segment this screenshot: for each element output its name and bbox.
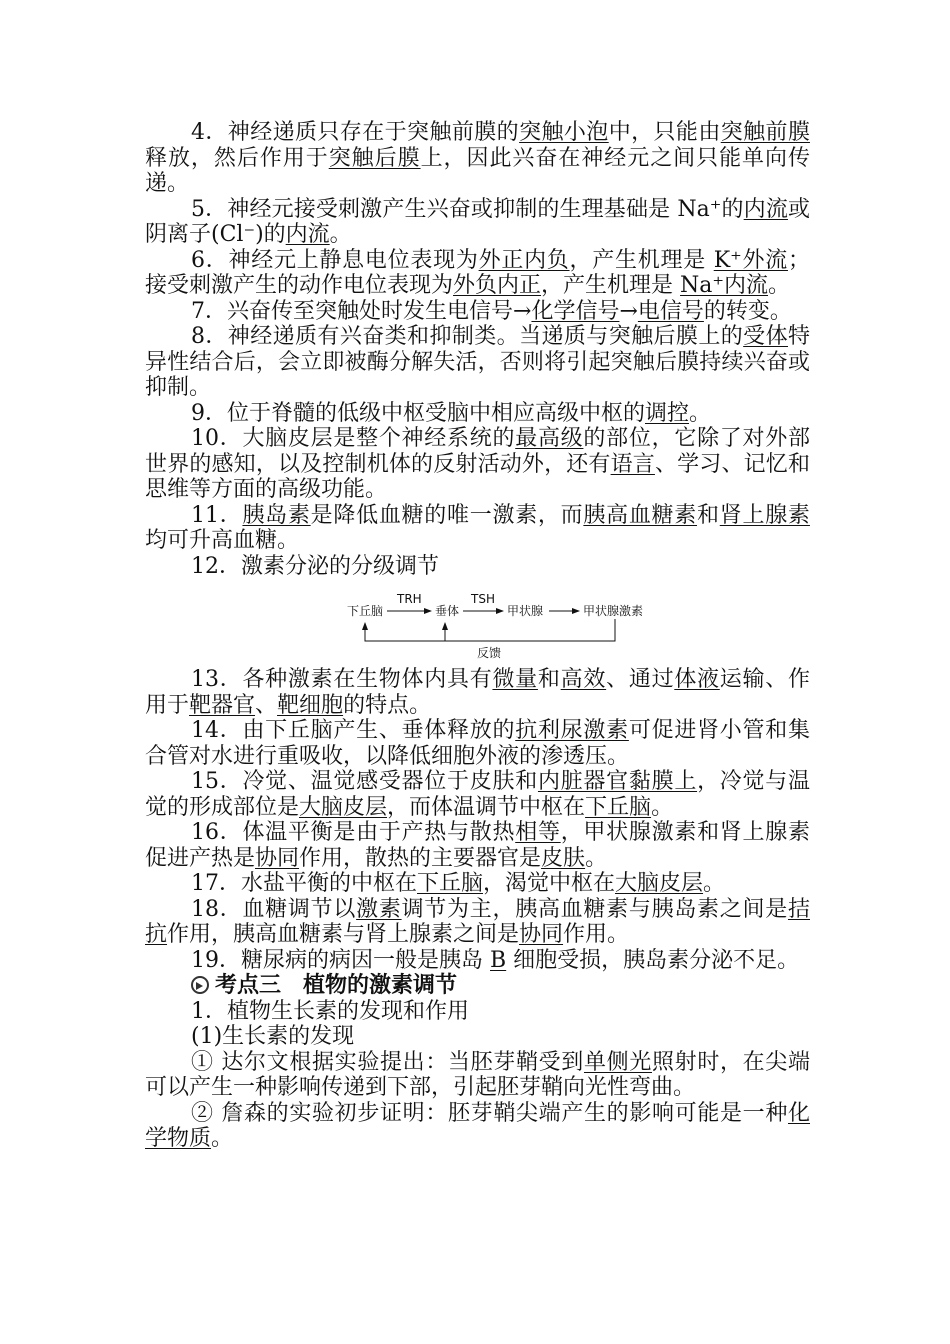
- text: 、: [255, 692, 278, 718]
- text: 6．神经元上静息电位表现为: [191, 247, 479, 273]
- text: ① 达尔文根据实验提出：当胚芽鞘受到: [191, 1049, 584, 1075]
- answer: 突触前膜: [720, 120, 810, 145]
- answer: 语言: [610, 451, 655, 477]
- item-7: [145, 299, 810, 325]
- item-18: [145, 897, 810, 948]
- text: ，产生机理是: [541, 273, 681, 298]
- item-6: [145, 248, 810, 299]
- answer: 胰岛素: [242, 502, 311, 528]
- text: 15．冷觉、温觉感受器位于皮肤和: [191, 769, 538, 794]
- answer: Na⁺内流: [680, 273, 769, 298]
- item-4: [145, 120, 810, 197]
- answer: 拮抗: [145, 896, 810, 947]
- node-thyroid: 甲状腺: [507, 604, 544, 618]
- label-tsh: TSH: [471, 592, 495, 606]
- answer: 协同: [255, 845, 300, 871]
- text: 作用，胰高血糖素与肾上腺素之间是: [167, 922, 520, 947]
- text: ，产生机理是: [569, 247, 714, 273]
- answer: 外正内负: [478, 247, 570, 273]
- answer: 皮肤: [541, 845, 586, 871]
- feedback-line-1: [365, 619, 615, 641]
- text: (1)生长素的发现: [191, 1024, 355, 1049]
- answer: 微量: [492, 667, 538, 692]
- text: 16．体温平衡是由于产热与散热: [191, 820, 516, 845]
- text: ② 詹森的实验初步证明：胚芽鞘尖端产生的影响可能是一种: [191, 1100, 788, 1126]
- text: →: [619, 298, 638, 324]
- item-17: [145, 871, 810, 897]
- answer: 突触小泡: [519, 120, 609, 145]
- text: ，渴觉中枢在: [483, 871, 616, 896]
- text: 作用。: [563, 922, 630, 947]
- text: 作用，散热的主要器官是: [299, 845, 542, 871]
- item-19: [145, 948, 810, 974]
- text: 。: [585, 845, 608, 871]
- text: 可促进肾小管和集合管对水进行重吸收，以降低细胞外液的渗透压。: [145, 718, 810, 769]
- answer: 受体: [743, 324, 788, 349]
- section-title: 考点三 植物的激素调节: [215, 973, 458, 998]
- diagram-svg: [345, 585, 665, 661]
- answer: 体液: [674, 667, 720, 692]
- item-9: [145, 401, 810, 427]
- item-11: [145, 503, 810, 554]
- answer: 最高级: [515, 426, 584, 451]
- answer: 单侧光: [583, 1049, 652, 1075]
- document-page: [145, 120, 810, 1152]
- item-16: [145, 820, 810, 871]
- answer: 下丘脑: [585, 794, 652, 820]
- label-feedback: 反馈: [477, 646, 502, 660]
- answer: 外负内正: [453, 273, 542, 298]
- answer: 突触后膜: [328, 145, 421, 171]
- item-12: [145, 554, 810, 580]
- text: 细胞受损，胰岛素分泌不足。: [506, 947, 800, 973]
- circle-arrow-icon: [191, 976, 209, 994]
- text: 调节为主，胰高血糖素与胰岛素之间是: [401, 896, 788, 922]
- text: 17．水盐平衡的中枢在: [191, 871, 417, 896]
- text: 。: [651, 794, 674, 820]
- answer: 靶器官: [189, 692, 256, 718]
- hormone-regulation-diagram: [145, 585, 810, 665]
- text: 11．: [191, 502, 243, 528]
- answer: 大脑皮层: [299, 794, 388, 820]
- text: ，冷觉与温觉的形成部位是: [145, 769, 810, 820]
- text: ；接受刺激产生的动作电位表现为: [145, 247, 810, 298]
- answer: 胰高血糖素: [583, 502, 698, 528]
- text: 10．大脑皮层是整个神经系统的: [191, 426, 516, 451]
- text: 。: [689, 400, 712, 426]
- answer: 下丘脑: [417, 871, 484, 896]
- subitem-darwin: [145, 1050, 810, 1101]
- item-15: [145, 769, 810, 820]
- text: 的部位，它除了对外部世界的感知，以及控制机体的反射活动外，还有: [145, 426, 810, 477]
- node-pituitary: 垂体: [435, 604, 460, 618]
- text: 。: [329, 222, 352, 247]
- answer: 内流: [743, 196, 788, 222]
- text: 。: [703, 871, 726, 896]
- item-8: [145, 324, 810, 401]
- item-5: [145, 197, 810, 248]
- subitem-1-1: [145, 1024, 810, 1050]
- item-13: [145, 667, 810, 718]
- text: 均可升高血糖。: [145, 528, 300, 553]
- text: 运输、作用于: [145, 667, 810, 718]
- node-thyroxine: 甲状腺激素: [583, 604, 644, 618]
- text: ，甲状腺激素和肾上腺素促进产热是: [145, 820, 810, 871]
- text: 特异性结合后，会立即被酶分解失活，否则将引起突触后膜持续兴奋或抑制。: [145, 324, 810, 400]
- answer: 协同: [519, 922, 564, 947]
- text: 19．糖尿病的病因一般是胰岛: [191, 947, 490, 973]
- node-hypothalamus: 下丘脑: [347, 604, 384, 618]
- text: 18．血糖调节以: [191, 896, 357, 922]
- label-trh: TRH: [397, 592, 422, 606]
- answer: B: [490, 947, 507, 973]
- text: 是降低血糖的唯一激素，而: [310, 502, 584, 528]
- text: 或阴离子(Cl⁻)的: [145, 196, 810, 247]
- text: 12．激素分泌的分级调节: [191, 553, 439, 579]
- answer: 内脏器官黏膜上: [537, 769, 698, 794]
- answer: 化学物质: [145, 1100, 810, 1151]
- text: 的转变。: [703, 298, 792, 324]
- subitem-1: [145, 999, 810, 1025]
- text: 4．神经递质只存在于突触前膜的: [191, 120, 520, 145]
- text: 。: [211, 1126, 234, 1151]
- text: 和: [697, 502, 720, 528]
- text: 释放，然后作用于: [145, 145, 329, 171]
- item-10: [145, 426, 810, 503]
- text: 5．神经元接受刺激产生兴奋或抑制的生理基础是 Na⁺的: [191, 196, 744, 222]
- answer: 激素: [356, 896, 402, 922]
- answer: 内流: [285, 222, 330, 247]
- text: 照射时，在尖端可以产生一种影响传递到下部，引起胚芽鞘向光性弯曲。: [145, 1049, 810, 1100]
- answer: 大脑皮层: [615, 871, 704, 896]
- answer: K⁺外流: [713, 247, 788, 273]
- text: 中，只能由: [608, 120, 721, 145]
- text: 14．由下丘脑产生、垂体释放的: [191, 718, 516, 743]
- answer: 抗利尿激素: [515, 718, 629, 743]
- answer: 电信号: [637, 298, 704, 324]
- text: 。: [768, 273, 791, 298]
- subitem-jensen: [145, 1101, 810, 1152]
- text: 7．兴奋传至突触处时发生电信号→: [191, 298, 532, 324]
- text: 9．位于脊髓的低级中枢受脑中相应高级中枢的: [191, 400, 645, 426]
- text: ，而体温调节中枢在: [387, 794, 586, 820]
- answer: 靶细胞: [277, 692, 344, 718]
- answer: 调控: [645, 400, 690, 426]
- answer: 高效: [560, 667, 607, 692]
- text: 和: [537, 667, 561, 692]
- text: 、通过: [606, 667, 675, 692]
- answer: 肾上腺素: [719, 502, 810, 528]
- text: 上，因此兴奋在神经元之间只能单向传递。: [145, 145, 810, 196]
- text: 8．神经递质有兴奋类和抑制类。当递质与突触后膜上的: [191, 324, 744, 349]
- text: 、学习、记忆和思维等方面的高级功能。: [145, 451, 810, 502]
- text: 1．植物生长素的发现和作用: [191, 998, 469, 1024]
- answer: 化学信号: [531, 298, 620, 324]
- section-heading: [145, 973, 810, 999]
- text: 的特点。: [343, 692, 432, 718]
- item-14: [145, 718, 810, 769]
- answer: 相等: [515, 820, 561, 845]
- text: 13．各种激素在生物体内具有: [191, 667, 493, 692]
